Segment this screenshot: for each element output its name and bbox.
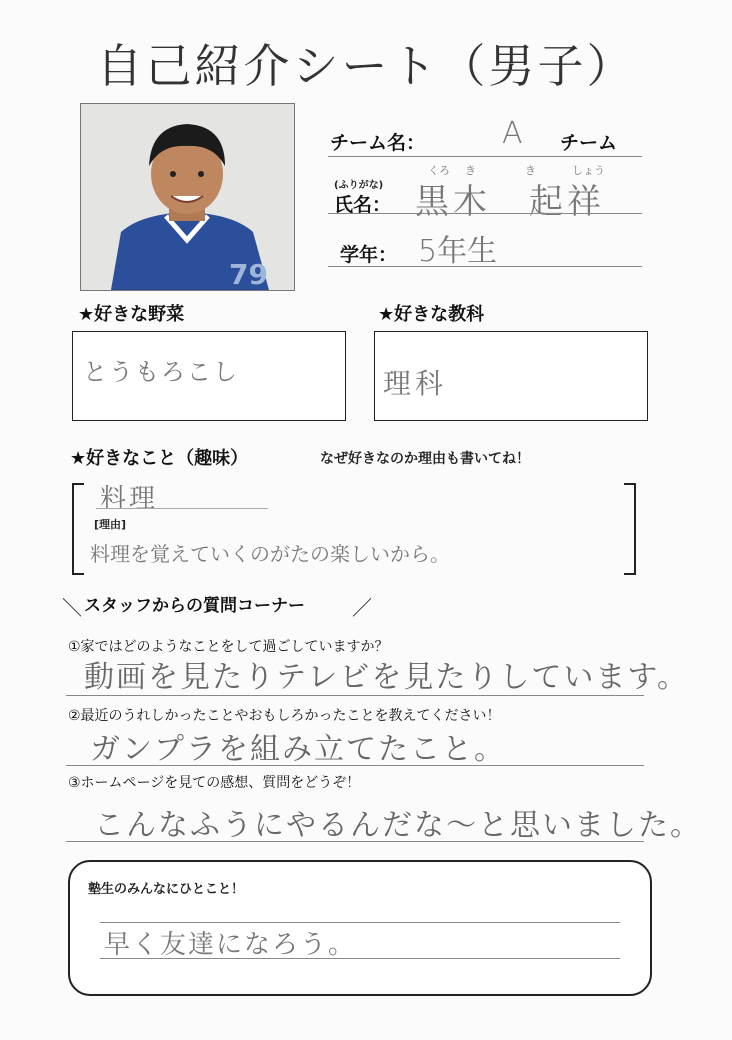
name-value: 黒木 起祥: [415, 182, 605, 222]
question-3: ③ホームページを見ての感想、質問をどうぞ！: [68, 775, 361, 791]
sheet-title: 自己紹介シート（男子）: [96, 39, 636, 93]
subject-answer: 理科: [383, 367, 448, 400]
team-underline: [328, 156, 642, 157]
name-underline: [328, 213, 642, 214]
staff-heading: スタッフからの質問コーナー: [84, 596, 305, 616]
hobby-note: なぜ好きなのか理由も書いてね！: [320, 451, 530, 467]
answer-3-line: [66, 841, 644, 842]
question-1: ①家ではどのようなことをして過ごしていますか？: [68, 639, 389, 655]
answer-3: こんなふうにやるんだな～と思いました。: [94, 808, 702, 843]
vegetable-heading: ★好きな野菜: [78, 304, 185, 325]
message-line-1: [100, 922, 620, 923]
shirt-print: 79: [229, 258, 268, 290]
grade-value: 5年生: [418, 234, 498, 269]
hobby-bracket-left: [72, 483, 84, 575]
answer-1: 動画を見たりテレビを見たりしています。: [84, 660, 689, 695]
answer-1-line: [66, 695, 644, 696]
team-value: A: [502, 116, 523, 151]
team-label: チーム名：: [330, 132, 426, 154]
grade-underline: [328, 266, 642, 267]
name-label: 氏名：: [334, 194, 392, 216]
vegetable-box: [72, 331, 346, 421]
message-box: [68, 860, 652, 996]
answer-2: ガンプラを組み立てたこと。: [90, 732, 506, 767]
hobby-heading: ★好きなこと（趣味）: [70, 448, 249, 469]
question-2: ②最近のうれしかったことやおもしろかったことを教えてください！: [68, 708, 501, 724]
student-photo-illustration: [81, 104, 294, 290]
furigana-4: しょう: [572, 164, 605, 177]
staff-slash-right: ／: [352, 596, 372, 620]
hobby-bracket-right: [624, 483, 636, 575]
answer-2-line: [66, 765, 644, 766]
reason-label: [理由]: [94, 518, 127, 531]
message-line-2: [100, 958, 620, 959]
message-answer: 早く友達になろう。: [104, 930, 357, 960]
vegetable-answer: とうもろこし: [83, 358, 239, 386]
subject-box: [374, 331, 648, 421]
furigana-3: き: [525, 164, 536, 177]
team-suffix: チーム: [560, 132, 618, 154]
grade-label: 学年：: [340, 244, 398, 266]
furigana-1: くろ: [428, 164, 450, 177]
reason-text: 料理を覚えていくのがたの楽しいから。: [90, 542, 450, 566]
hobby-underline: [96, 508, 268, 509]
student-photo: [80, 103, 295, 291]
furigana-2: き: [465, 164, 476, 177]
subject-heading: ★好きな教科: [378, 304, 485, 325]
furigana-label: (ふりがな): [334, 180, 384, 191]
hobby-answer: 料理: [100, 484, 159, 514]
staff-slash-left: ＼: [62, 596, 82, 620]
message-label: 塾生のみんなにひとこと！: [88, 882, 245, 897]
